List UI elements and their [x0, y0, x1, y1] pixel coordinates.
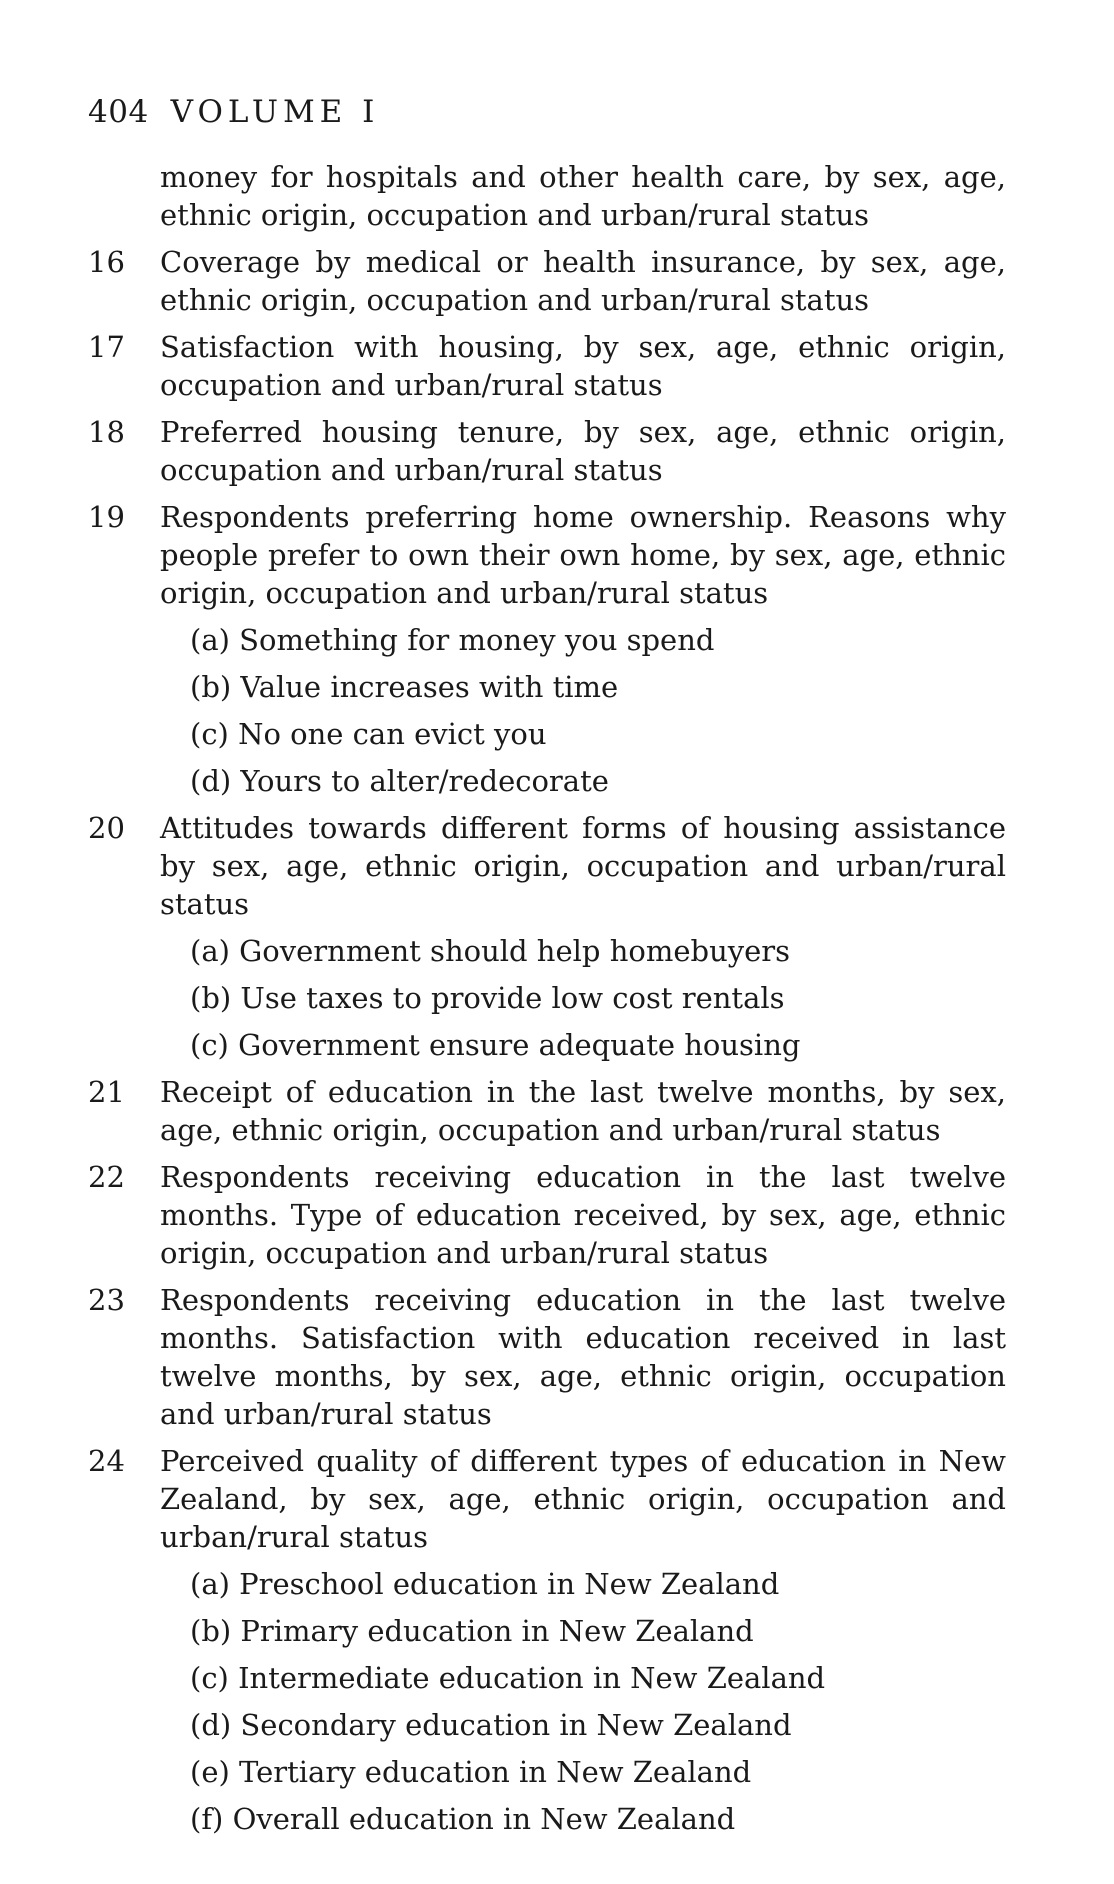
sub-item: (d) Secondary education in New Zealand: [190, 1708, 792, 1742]
item-number: 19: [88, 500, 125, 534]
item-text: Respondents preferring home ownership. Reasons why people prefer to own their own home, by sex, age, ethnic origin, occupation and urban/rural status: [160, 500, 1006, 610]
sub-item: (f) Overall education in New Zealand: [190, 1802, 736, 1836]
sub-item: (a) Preschool education in New Zealand: [190, 1567, 780, 1601]
item-number: 21: [88, 1075, 125, 1109]
item-text: Respondents receiving education in the last twelve months. Satisfaction with education received in last twelve months, by sex, age, ethnic origin, occupation and urban/rural status: [160, 1283, 1006, 1431]
table-list: [88, 158, 1006, 1847]
item-number: 20: [88, 811, 125, 845]
sub-item: (c) Government ensure adequate housing: [190, 1028, 801, 1062]
sub-item: (b) Use taxes to provide low cost rentals: [190, 981, 785, 1015]
sub-item: (b) Value increases with time: [190, 670, 619, 704]
sub-item: (e) Tertiary education in New Zealand: [190, 1755, 752, 1789]
list-item: [88, 328, 1006, 404]
list-item: [88, 809, 1006, 923]
item-number: 17: [88, 330, 125, 364]
list-item: [88, 1158, 1006, 1272]
running-head: [88, 92, 379, 132]
item-number: 23: [88, 1283, 125, 1317]
continuation-text: money for hospitals and other health care, by sex, age, ethnic origin, occupation and urban/rural status: [160, 160, 1006, 232]
volume-title: VOLUME I: [170, 94, 380, 130]
item-text: Perceived quality of different types of education in New Zealand, by sex, age, ethnic origin, occupation and urban/rural status: [160, 1444, 1006, 1554]
item-number: 18: [88, 415, 125, 449]
sub-item: (c) No one can evict you: [190, 717, 547, 751]
list-item: [88, 1073, 1006, 1149]
list-item: [88, 243, 1006, 319]
sub-item: (d) Yours to alter/redecorate: [190, 764, 609, 798]
item-text: Respondents receiving education in the last twelve months. Type of education received, by sex, age, ethnic origin, occupation and urban/rural status: [160, 1160, 1006, 1270]
page-number: 404: [88, 94, 149, 130]
item-text: Preferred housing tenure, by sex, age, ethnic origin, occupation and urban/rural status: [160, 415, 1006, 487]
list-item: [88, 1442, 1006, 1556]
sub-item: (a) Government should help homebuyers: [190, 934, 791, 968]
sub-item: (b) Primary education in New Zealand: [190, 1614, 754, 1648]
list-item: [88, 498, 1006, 612]
sub-item: (c) Intermediate education in New Zealand: [190, 1661, 826, 1695]
list-item: [88, 413, 1006, 489]
item-number: 16: [88, 245, 125, 279]
item-text: Coverage by medical or health insurance, by sex, age, ethnic origin, occupation and urban/rural status: [160, 245, 1006, 317]
item-number: 22: [88, 1160, 125, 1194]
sub-item: (a) Something for money you spend: [190, 623, 715, 657]
item-number: 24: [88, 1444, 125, 1478]
item-text: Receipt of education in the last twelve months, by sex, age, ethnic origin, occupation and urban/rural status: [160, 1075, 1006, 1147]
list-item: [88, 1281, 1006, 1433]
item-text: Satisfaction with housing, by sex, age, ethnic origin, occupation and urban/rural status: [160, 330, 1006, 402]
item-text: Attitudes towards different forms of housing assistance by sex, age, ethnic origin, occupation and urban/rural status: [160, 811, 1006, 921]
